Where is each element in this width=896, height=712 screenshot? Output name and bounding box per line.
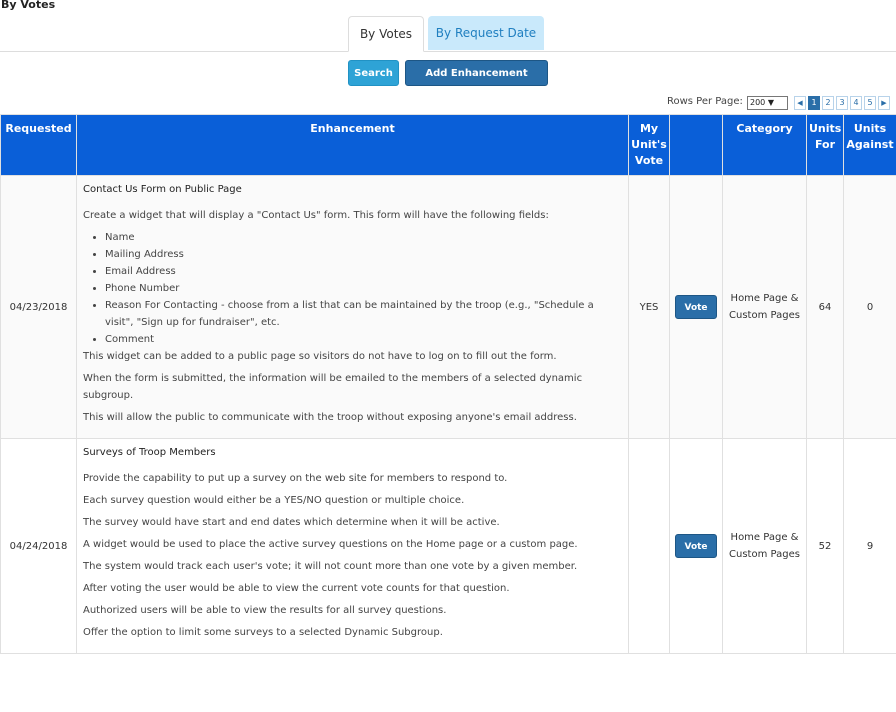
enhancement-paragraph: A widget would be used to place the active survey questions on the Home page or a custom page. bbox=[83, 539, 578, 550]
tab-by-request-date[interactable]: By Request Date bbox=[428, 16, 544, 50]
pager-row bbox=[0, 95, 896, 111]
header-vote bbox=[670, 115, 723, 176]
header-category[interactable]: Category bbox=[723, 115, 807, 176]
search-button[interactable]: Search bbox=[348, 60, 399, 86]
enhancement-cell bbox=[77, 176, 629, 439]
list-item: • Email Address bbox=[105, 263, 622, 280]
enhancement-cell bbox=[77, 439, 629, 654]
add-enhancement-request-button[interactable]: Add Enhancement Request bbox=[405, 60, 548, 86]
rows-per-page-select[interactable]: 200 ▼ bbox=[747, 96, 788, 110]
sort-tabs bbox=[0, 16, 896, 52]
list-item: • Name bbox=[105, 229, 622, 246]
page-link-2[interactable]: 2 bbox=[822, 96, 834, 110]
list-item: • Comment bbox=[105, 331, 622, 348]
category: Home Page & Custom Pages bbox=[723, 439, 807, 654]
header-units-for[interactable]: Units For bbox=[807, 115, 844, 176]
enhancement-paragraph: When the form is submitted, the information will be emailed to the members of a selected dynamic subgroup. bbox=[83, 373, 583, 401]
page-heading: By Votes bbox=[1, 0, 56, 11]
units-for: 64 bbox=[807, 176, 844, 439]
requested-date: 04/23/2018 bbox=[1, 176, 77, 439]
enhancement-paragraph: Each survey question would either be a YES/NO question or multiple choice. bbox=[83, 495, 465, 506]
enhancement-paragraph: After voting the user would be able to view the current vote counts for that question. bbox=[83, 583, 510, 594]
vote-cell bbox=[670, 176, 723, 439]
tab-by-votes[interactable]: By Votes bbox=[348, 16, 424, 52]
list-item: • Reason For Contacting - choose from a list that can be maintained by the troop (e.g., "Schedule a visit", "Sign up for fundraiser", etc. bbox=[105, 297, 622, 331]
units-against: 0 bbox=[844, 176, 896, 439]
header-requested[interactable]: Requested bbox=[1, 115, 77, 176]
vote-cell bbox=[670, 439, 723, 654]
page-link-3[interactable]: 3 bbox=[836, 96, 848, 110]
vote-button[interactable]: Vote bbox=[675, 534, 717, 558]
enhancement-paragraph: The survey would have start and end dates which determine when it will be active. bbox=[83, 517, 500, 528]
enhancement-title: Contact Us Form on Public Page bbox=[83, 184, 242, 195]
list-item: • Phone Number bbox=[105, 280, 622, 297]
my-units-vote bbox=[629, 439, 670, 654]
rows-per-page-label: Rows Per Page: bbox=[667, 96, 743, 107]
table-row bbox=[1, 439, 896, 654]
enhancement-intro: Create a widget that will display a "Contact Us" form. This form will have the following fields: bbox=[83, 210, 549, 221]
field-list bbox=[83, 229, 622, 348]
table-header-row bbox=[1, 115, 896, 176]
enhancement-paragraph: Authorized users will be able to view the results for all survey questions. bbox=[83, 605, 447, 616]
header-my-units-vote: My Unit's Vote bbox=[629, 115, 670, 176]
enhancement-paragraph: The system would track each user's vote; it will not count more than one vote by a given member. bbox=[83, 561, 578, 572]
enhancements-table bbox=[0, 114, 896, 654]
prev-page-icon[interactable]: ◀ bbox=[794, 96, 806, 110]
enhancement-paragraph: This will allow the public to communicate with the troop without exposing anyone's email address. bbox=[83, 412, 577, 423]
requested-date: 04/24/2018 bbox=[1, 439, 77, 654]
header-enhancement[interactable]: Enhancement bbox=[77, 115, 629, 176]
enhancement-paragraph: This widget can be added to a public page so visitors do not have to log on to fill out the form. bbox=[83, 351, 557, 362]
page-link-5[interactable]: 5 bbox=[864, 96, 876, 110]
units-for: 52 bbox=[807, 439, 844, 654]
header-units-against[interactable]: Units Against bbox=[844, 115, 896, 176]
enhancement-paragraph: Provide the capability to put up a survey on the web site for members to respond to. bbox=[83, 473, 508, 484]
list-item: • Mailing Address bbox=[105, 246, 622, 263]
table-row bbox=[1, 176, 896, 439]
page-link-4[interactable]: 4 bbox=[850, 96, 862, 110]
enhancement-title: Surveys of Troop Members bbox=[83, 447, 216, 458]
page-link-1[interactable]: 1 bbox=[808, 96, 820, 110]
category: Home Page & Custom Pages bbox=[723, 176, 807, 439]
enhancement-paragraph: Offer the option to limit some surveys to a selected Dynamic Subgroup. bbox=[83, 627, 443, 638]
my-units-vote: YES bbox=[629, 176, 670, 439]
units-against: 9 bbox=[844, 439, 896, 654]
vote-button[interactable]: Vote bbox=[675, 295, 717, 319]
next-page-icon[interactable]: ▶ bbox=[878, 96, 890, 110]
